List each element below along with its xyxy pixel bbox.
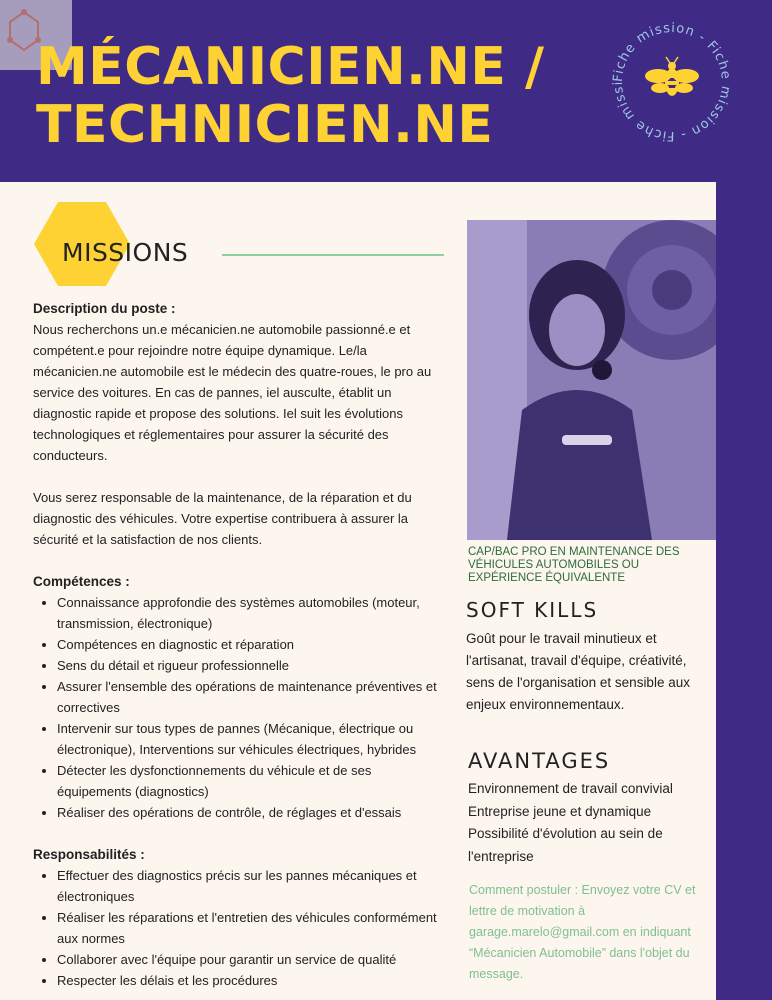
missions-heading: MISSIONS [62, 238, 189, 267]
list-item: • Effectuer des diagnostics précis sur les pannes mécaniques et électroniques [57, 865, 443, 907]
title-line-2: TECHNICIEN.NE [36, 95, 494, 155]
soft-skills-heading: SOFT KILLS [466, 598, 599, 622]
list-item: Environnement de travail convivial [468, 781, 673, 796]
mechanic-photo [467, 220, 716, 540]
list-item: • Sens du détail et rigueur professionnelle [57, 655, 443, 676]
list-item: Entreprise jeune et dynamique [468, 803, 652, 819]
list-item: • Détecter les dysfonctionnements du véhicule et de ses équipements (diagnostics) [57, 760, 443, 802]
missions-divider [222, 254, 444, 256]
description-paragraph-2: Vous serez responsable de la maintenance, de la réparation et du diagnostic des véhicules. Votre expertise contribuera à assurer la sécurité et la satisfaction de nos clients. [33, 490, 412, 547]
list-item: • Collaborer avec l'équipe pour garantir un service de qualité [57, 949, 443, 970]
list-item: • Respecter les délais et les procédures [57, 970, 443, 991]
competences-list [33, 592, 443, 823]
avantages-heading: AVANTAGES [468, 749, 611, 773]
list-item: • Compétences en diagnostic et réparation [57, 634, 443, 655]
responsabilites-list [33, 865, 443, 991]
page-title [36, 38, 544, 154]
soft-skills-text: Goût pour le travail minutieux et l'artisanat, travail d'équipe, créativité, sens de l'organisation et sensible aux enjeux environnementaux. [466, 631, 690, 712]
list-item: • Connaissance approfondie des systèmes automobiles (moteur, transmission, électronique) [57, 592, 443, 634]
list-item: • Réaliser les réparations et l'entretien des véhicules conformément aux normes [57, 907, 443, 949]
description-title: Description du poste : [33, 301, 176, 316]
badge-text: Fiche mission - Fiche mission - Fiche missi [610, 20, 734, 144]
education-requirement: CAP/BAC PRO EN MAINTENANCE DES VÉHICULES AUTOMOBILES OU EXPÉRIENCE ÉQUIVALENTE [468, 546, 680, 584]
list-item: • Intervenir sur tous types de pannes (Mécanique, électrique ou électronique), Interventions sur véhicules électriques, hybrides [57, 718, 443, 760]
fiche-mission-badge [606, 16, 738, 148]
title-line-1: MÉCANICIEN.NE / [36, 37, 545, 97]
avantages-list [468, 778, 708, 868]
competences-title: Compétences : [33, 574, 130, 589]
apply-instructions: Comment postuler : Envoyez votre CV et lettre de motivation à garage.marelo@gmail.com en indiquant “Mécanicien Automobile” dans l'objet du message. [469, 883, 696, 981]
list-item: • Réaliser des opérations de contrôle, de réglages et d'essais [57, 802, 443, 823]
description-paragraph-1: Nous recherchons un.e mécanicien.ne automobile passionné.e et compétent.e pour rejoindre notre équipe dynamique. Le/la mécanicien.ne automobile est le médecin des quatre-roues, le pro au service des voitures. En cas de pannes, iel ausculte, établit un diagnostic rapide et propose des solutions. Iel suit les évolutions technologiques et réglementaires pour assurer la sécurité des conducteurs. [33, 322, 432, 463]
bee-icon [645, 57, 699, 96]
responsabilites-title: Responsabilités : [33, 847, 145, 862]
missions-content [33, 298, 443, 991]
list-item: Possibilité d'évolution au sein de l'entreprise [468, 826, 663, 864]
list-item: • Assurer l'ensemble des opérations de maintenance préventives et correctives [57, 676, 443, 718]
